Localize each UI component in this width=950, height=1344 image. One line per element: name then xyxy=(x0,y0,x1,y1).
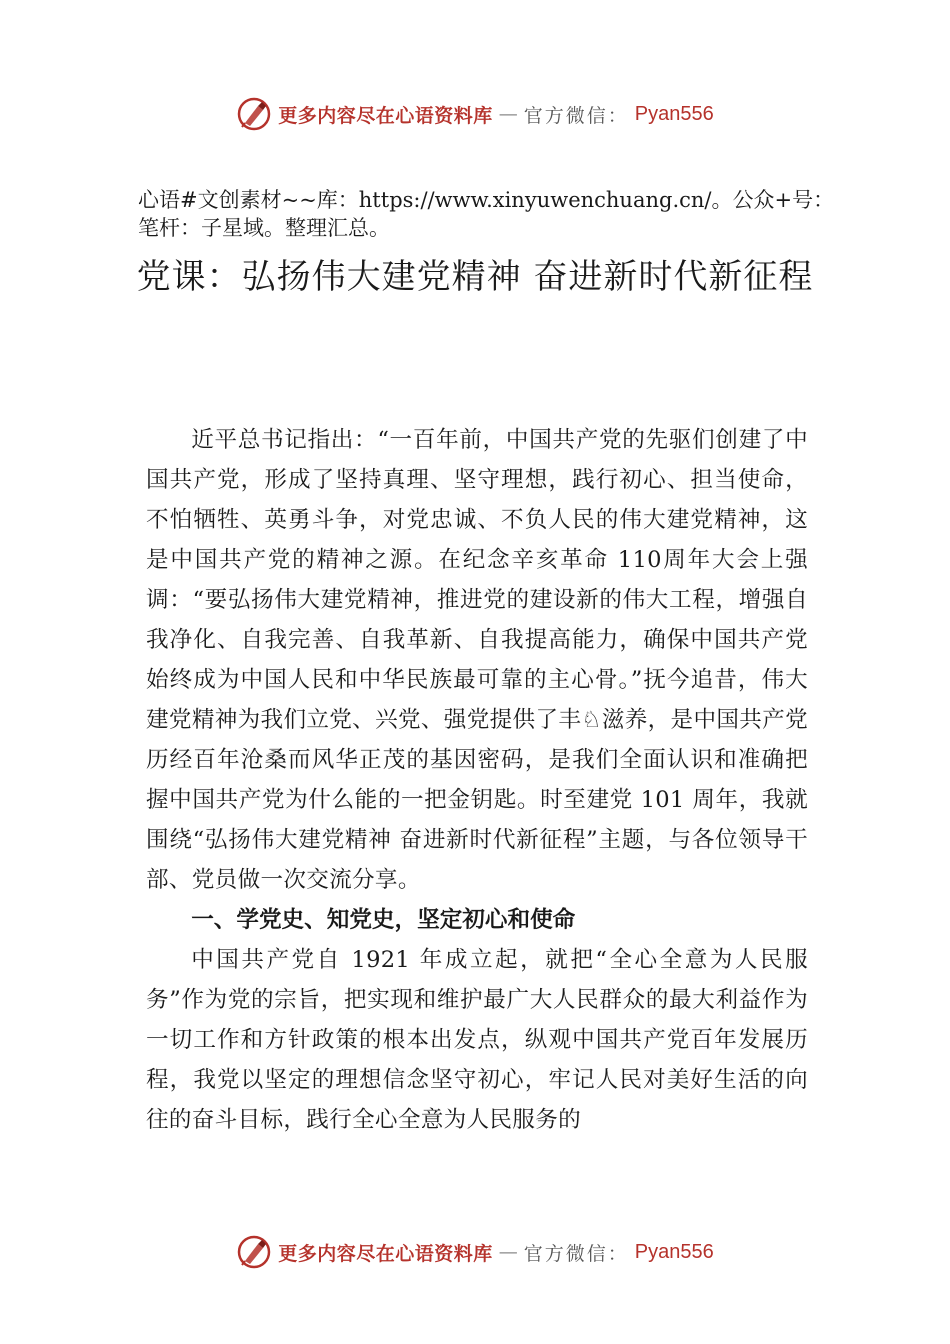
document-body xyxy=(146,420,808,1140)
banner-dash: — xyxy=(498,1241,518,1263)
banner-wechat-id: Pyan556 xyxy=(634,102,714,125)
banner-dash: — xyxy=(498,103,518,125)
footer-watermark-banner xyxy=(0,1232,950,1272)
banner-official-label: 官方微信： xyxy=(523,1242,629,1265)
header-watermark-banner xyxy=(0,94,950,134)
intro-paragraph: 近平总书记指出：“一百年前，中国共产党的先驱们创建了中国共产党，形成了坚持真理、坚守理想，践行初心、担当使命，不怕牺牲、英勇斗争，对党忠诚、不负人民的伟大建党精神，这是中国共产党的精神之源。在纪念辛亥革命 110周年大会上强调：“要弘扬伟大建党精神，推进党的建设新的伟大工程，增强自我净化、自我完善、自我革新、自我提高能力，确保中国共产党始终成为中国人民和中华民族最可靠的主心骨。”抚今追昔，伟大建党精神为我们立党、兴党、强党提供了丰♘滋养，是中国共产党历经百年沧桑而风华正茂的基因密码，是我们全面认识和准确把握中国共产党为什么能的一把金钥匙。时至建党 101 周年，我就围绕“弘扬伟大建党精神 奋进新时代新征程”主题，与各位领导干部、党员做一次交流分享。 xyxy=(146,427,808,893)
pen-nib-logo-icon xyxy=(236,96,272,132)
pen-nib-logo-icon xyxy=(236,1234,272,1270)
banner-brand-text: 更多内容尽在心语资料库 xyxy=(278,1242,493,1265)
document-title: 党课：弘扬伟大建党精神 奋进新时代新征程 xyxy=(136,257,814,297)
section-heading: 一、学党史、知党史，坚定初心和使命 xyxy=(191,907,576,933)
banner-wechat-id: Pyan556 xyxy=(634,1240,714,1263)
source-note: 心语#文创素材~~库：https://www.xinyuwenchuang.cn/。公众+号：笔杆：子星域。整理汇总。 xyxy=(138,188,835,240)
banner-official-label: 官方微信： xyxy=(523,104,629,127)
section-paragraph: 中国共产党自 1921 年成立起，就把“全心全意为人民服务”作为党的宗旨，把实现和维护最广大人民群众的最大利益作为一切工作和方针政策的根本出发点，纵观中国共产党百年发展历程，我党以坚定的理想信念坚守初心，牢记人民对美好生活的向往的奋斗目标，践行全心全意为人民服务的 xyxy=(146,947,808,1133)
banner-brand-text: 更多内容尽在心语资料库 xyxy=(278,104,493,127)
